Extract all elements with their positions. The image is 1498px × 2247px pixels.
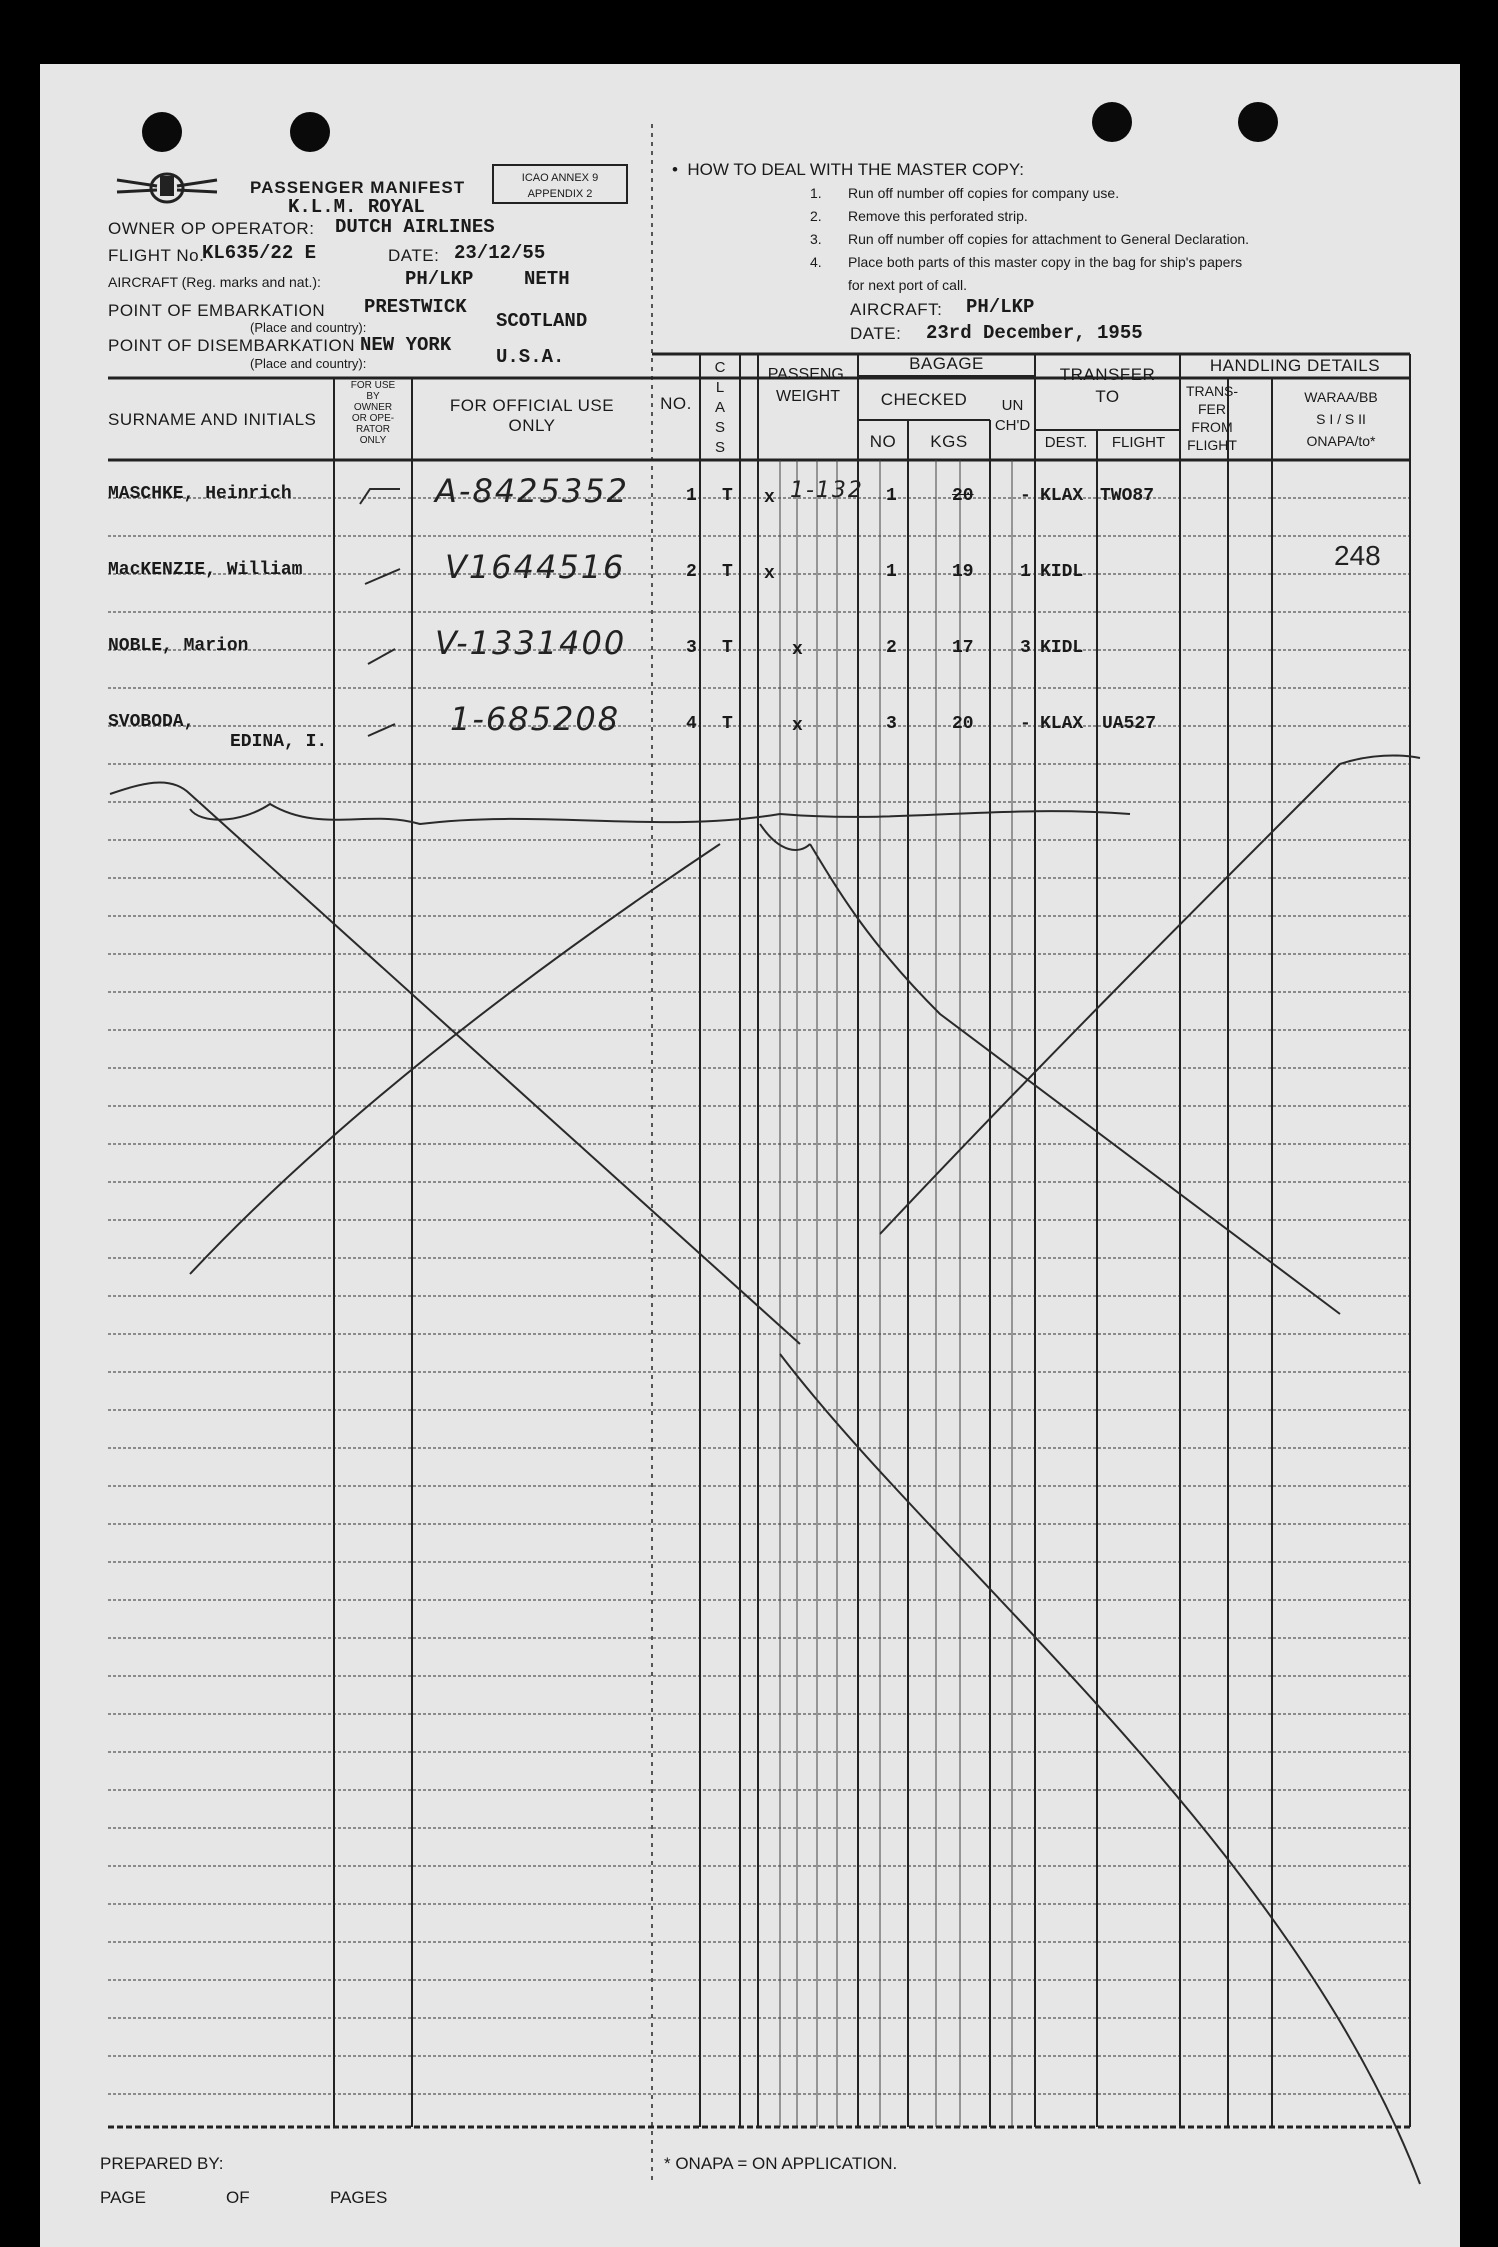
owner-label: OWNER OP OPERATOR: (108, 219, 315, 238)
col-for-use: FOR USE BY OWNER OR OPE- RATOR ONLY (350, 380, 396, 446)
col-weight: PASSENG. WEIGHT (767, 366, 849, 405)
col-no: NO. (660, 394, 692, 413)
instr-aircraft-value: PH/LKP (966, 296, 1035, 318)
passenger-class: T (722, 486, 733, 506)
col-unchd: UN CH'D (994, 397, 1031, 434)
embark-value: PRESTWICK (364, 296, 467, 318)
disembark-value: NEW YORK (360, 334, 452, 356)
official-number: 1-685208 (450, 700, 621, 738)
bag-unchd: 1 (1020, 562, 1031, 582)
transfer-flight: TWO87 (1100, 486, 1155, 506)
handwritten-weight: 1-132 (790, 478, 864, 503)
passenger-no: 2 (686, 562, 697, 582)
passenger-no: 3 (686, 638, 697, 658)
col-handling: HANDLING DETAILS (1209, 356, 1381, 375)
col-transfer: TRANSFER TO (1059, 365, 1156, 406)
col-kgs: KGS (930, 432, 968, 451)
prepared-by-label: PREPARED BY: (100, 2154, 224, 2173)
flight-value: KL635/22 E (202, 242, 317, 264)
passenger-weight: x (764, 564, 775, 584)
embark-label: POINT OF EMBARKATION (108, 301, 326, 320)
transfer-dest: KIDL (1040, 562, 1084, 582)
passenger-name: NOBLE, Marion (108, 636, 249, 656)
page-label: PAGE (100, 2188, 146, 2207)
aircraft-nat: NETH (524, 268, 570, 290)
bag-kgs: 20 (952, 486, 974, 506)
aircraft-value: PH/LKP (405, 268, 474, 290)
instruction-item: 4. Place both parts of this master copy in the bag for ship's papers (810, 254, 1243, 270)
official-number: V-1331400 (435, 624, 627, 662)
col-transfer-from: TRANS- FER FROM FLIGHT (1185, 383, 1239, 453)
form-grid (40, 64, 1460, 2247)
col-bag-no: NO (869, 432, 897, 451)
col-class: C L A S S (714, 359, 726, 456)
instr-aircraft-label: AIRCRAFT: (850, 300, 943, 319)
date-value: 23/12/55 (454, 242, 546, 264)
place-country-label-2: (Place and country): (250, 356, 367, 371)
col-checked: CHECKED (880, 390, 968, 409)
onapa-note: * ONAPA = ON APPLICATION. (664, 2154, 898, 2173)
company-name: K.L.M. ROYAL (288, 196, 425, 218)
icao-line-2: APPENDIX 2 (527, 188, 593, 200)
transfer-flight: UA527 (1102, 714, 1157, 734)
passenger-no: 1 (686, 486, 697, 506)
place-country-label: (Place and country): (250, 320, 367, 335)
col-dest: DEST. (1044, 434, 1088, 451)
manifest-sheet (40, 64, 1460, 2247)
passenger-weight: x (792, 640, 803, 660)
handling-number: 248 (1334, 540, 1381, 571)
transfer-dest: KLAX (1040, 486, 1084, 506)
instruction-item: 3. Run off number off copies for attachment to General Declaration. (810, 231, 1250, 247)
disembark-country: U.S.A. (496, 346, 565, 368)
bag-kgs: 20 (952, 714, 974, 734)
pages-label: PAGES (330, 2188, 388, 2207)
passenger-name-line2: EDINA, I. (230, 732, 328, 752)
passenger-weight: x (792, 716, 803, 736)
instr-date-value: 23rd December, 1955 (926, 322, 1143, 344)
aircraft-label: AIRCRAFT (Reg. marks and nat.): (108, 274, 321, 290)
col-official: FOR OFFICIAL USE ONLY (449, 396, 615, 435)
bag-no: 1 (886, 562, 897, 582)
owner-value: DUTCH AIRLINES (335, 216, 495, 238)
instruction-item: for next port of call. (848, 277, 968, 293)
transfer-dest: KIDL (1040, 638, 1084, 658)
bag-no: 3 (886, 714, 897, 734)
icao-box (492, 164, 628, 204)
official-number: V1644516 (445, 548, 626, 586)
passenger-weight: x (764, 488, 775, 508)
col-flight: FLIGHT (1111, 434, 1166, 451)
official-number: A-8425352 (435, 472, 629, 510)
instr-date-label: DATE: (850, 324, 902, 343)
form-title: PASSENGER MANIFEST (250, 178, 466, 197)
bag-no: 1 (886, 486, 897, 506)
bag-kgs: 19 (952, 562, 974, 582)
disembark-label: POINT OF DISEMBARKATION (108, 336, 356, 355)
bag-unchd: - (1020, 486, 1031, 506)
passenger-class: T (722, 638, 733, 658)
passenger-name: MASCHKE, Heinrich (108, 484, 292, 504)
instructions-heading: • HOW TO DEAL WITH THE MASTER COPY: (672, 160, 1024, 179)
transfer-dest: KLAX (1040, 714, 1084, 734)
instructions-heading-text: HOW TO DEAL WITH THE MASTER COPY: (687, 160, 1024, 179)
bag-unchd: 3 (1020, 638, 1031, 658)
col-bagage: BAGAGE (909, 354, 984, 373)
instructions-list (810, 182, 1249, 297)
bag-unchd: - (1020, 714, 1031, 734)
passenger-name: MacKENZIE, William (108, 560, 303, 580)
passenger-no: 4 (686, 714, 697, 734)
embark-country: SCOTLAND (496, 310, 588, 332)
col-surname: SURNAME AND INITIALS (108, 410, 317, 429)
klm-logo-icon (112, 164, 222, 212)
bag-no: 2 (886, 638, 897, 658)
icao-line-1: ICAO ANNEX 9 (521, 172, 599, 184)
passenger-class: T (722, 714, 733, 734)
instruction-item: 1. Run off number off copies for company use. (810, 185, 1120, 201)
instruction-item: 2. Remove this perforated strip. (810, 208, 1028, 224)
date-label: DATE: (388, 246, 440, 265)
flight-label: FLIGHT No. (108, 246, 205, 265)
col-waraa: WARAA/BB S I / S II ONAPA/to* (1304, 389, 1378, 449)
passenger-class: T (722, 562, 733, 582)
bag-kgs: 17 (952, 638, 974, 658)
of-label: OF (226, 2188, 250, 2207)
passenger-name-line1: SVOBODA, (108, 712, 195, 732)
